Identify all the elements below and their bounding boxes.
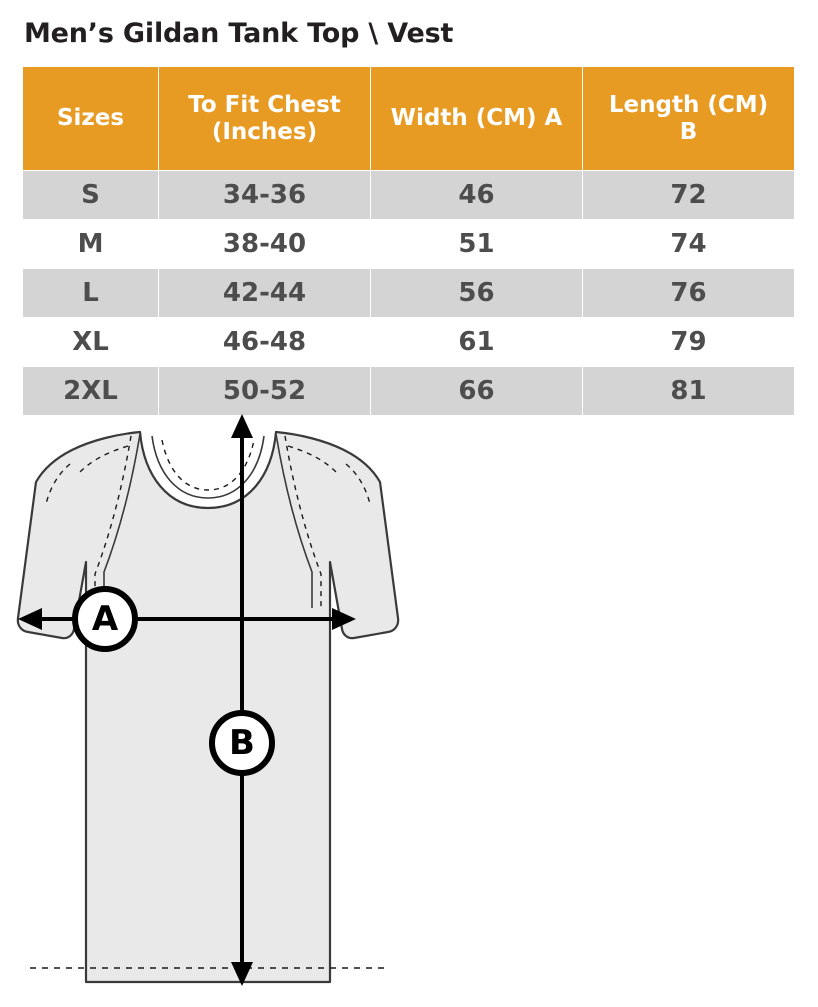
cell-width: 56 (371, 269, 583, 318)
header-line: Length (CM) (608, 92, 769, 119)
page-title: Men’s Gildan Tank Top \ Vest (24, 18, 454, 49)
tank-top-illustration (18, 432, 398, 982)
cell-size: S (23, 171, 159, 220)
cell-size: XL (23, 318, 159, 367)
header-line: To Fit Chest (188, 92, 341, 119)
cell-chest: 50-52 (159, 367, 371, 416)
table-header-row (23, 67, 795, 171)
table-row (23, 367, 795, 416)
cell-chest: 38-40 (159, 220, 371, 269)
cell-size: L (23, 269, 159, 318)
header-line: Sizes (56, 105, 125, 132)
measure-label-b (212, 713, 272, 773)
cell-width: 46 (371, 171, 583, 220)
header-line: (Inches) (211, 118, 318, 145)
cell-chest: 46-48 (159, 318, 371, 367)
cell-length: 81 (583, 367, 795, 416)
measure-label-b-text: B (229, 723, 255, 763)
column-header-width (371, 67, 583, 171)
cell-size: 2XL (23, 367, 159, 416)
cell-width: 61 (371, 318, 583, 367)
measure-label-a-text: A (91, 599, 119, 639)
cell-length: 76 (583, 269, 795, 318)
cell-chest: 42-44 (159, 269, 371, 318)
size-table (22, 66, 795, 416)
cell-length: 74 (583, 220, 795, 269)
header-line: Width (CM) A (390, 105, 563, 132)
cell-size: M (23, 220, 159, 269)
cell-length: 72 (583, 171, 795, 220)
table-row (23, 220, 795, 269)
table-row (23, 318, 795, 367)
cell-width: 51 (371, 220, 583, 269)
table-row (23, 269, 795, 318)
column-header-length (583, 67, 795, 171)
column-header-sizes (23, 67, 159, 171)
cell-chest: 34-36 (159, 171, 371, 220)
cell-width: 66 (371, 367, 583, 416)
neckline-seam (152, 436, 264, 498)
garment-diagram (0, 412, 818, 1007)
header-line: B (679, 118, 698, 145)
column-header-to-fit-chest (159, 67, 371, 171)
measure-label-a (75, 589, 135, 649)
cell-length: 79 (583, 318, 795, 367)
table-row (23, 171, 795, 220)
garment-body-shape (18, 432, 398, 982)
